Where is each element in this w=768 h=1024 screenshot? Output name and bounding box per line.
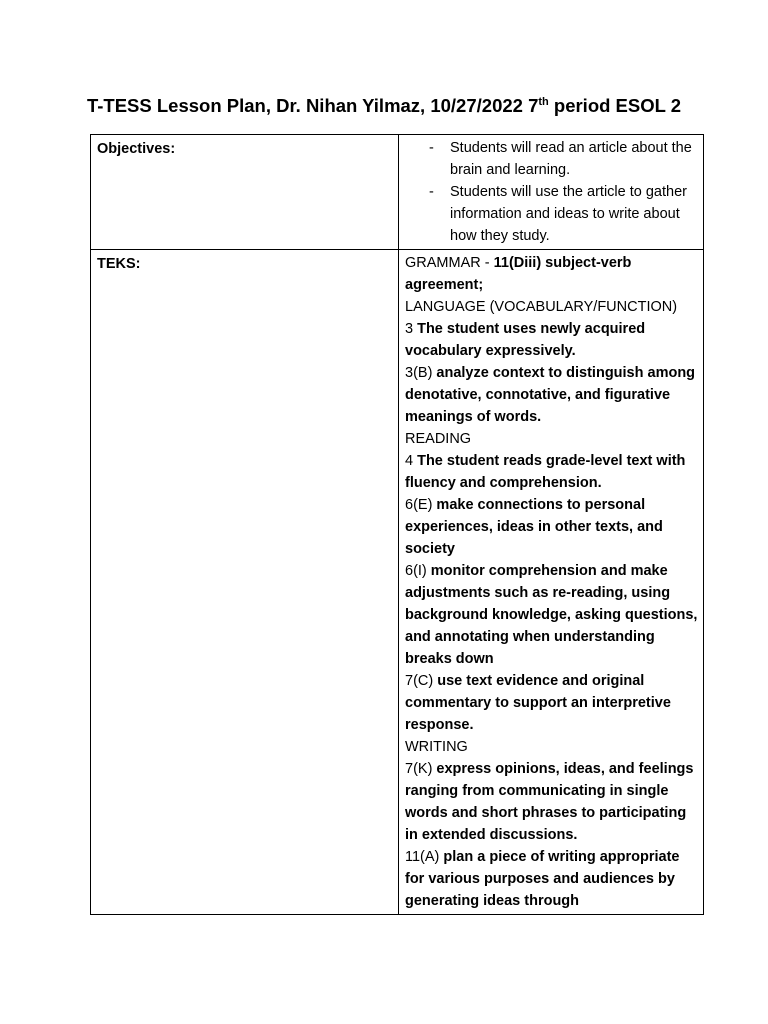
teks-reading-4: 4 The student reads grade-level text with fluency and comprehension. [405, 453, 686, 491]
teks-reading-6e: 6(E) make connections to personal experiences, ideas in other texts, and society [405, 497, 663, 557]
bullet-dash: - [429, 140, 434, 156]
teks-reading-7c: 7(C) use text evidence and original commentary to support an interpretive response. [405, 673, 671, 733]
objectives-row [91, 135, 704, 250]
teks-writing-7k: 7(K) express opinions, ideas, and feelings ranging from communicating in single words and short phrases to participating in extended discussions. [405, 761, 694, 843]
teks-language-heading: LANGUAGE (VOCABULARY/FUNCTION) [405, 299, 678, 315]
title-main: T-TESS Lesson Plan, Dr. Nihan Yilmaz, 10/27/2022 7 [86, 95, 539, 116]
objective-item [429, 137, 699, 181]
objective-item [429, 181, 699, 247]
teks-language-3: 3 The student uses newly acquired vocabulary expressively. [405, 321, 646, 359]
teks-reading-6i: 6(I) monitor comprehension and make adjustments such as re-reading, using background knowledge, asking questions, and annotating when understanding breaks down [405, 563, 698, 667]
objective-text: Students will read an article about the brain and learning. [450, 140, 692, 178]
title-rest: period ESOL 2 [548, 95, 682, 116]
objective-text: Students will use the article to gather information and ideas to write about how they study. [450, 184, 687, 244]
lesson-plan-table [90, 134, 704, 915]
teks-writing-heading: WRITING [405, 739, 468, 755]
teks-row [91, 250, 704, 915]
objectives-content [399, 135, 704, 250]
teks-reading-heading: READING [405, 431, 472, 447]
document-title [0, 93, 768, 119]
objectives-label: Objectives: [91, 135, 399, 250]
bullet-dash: - [429, 184, 434, 200]
title-superscript: th [538, 96, 549, 108]
teks-language-3b: 3(B) analyze context to distinguish among denotative, connotative, and figurative meanings of words. [405, 365, 696, 425]
teks-grammar-11diii: GRAMMAR - 11(Diii) subject-verb agreement; [405, 255, 632, 293]
objectives-list [405, 137, 699, 247]
teks-writing-11a: 11(A) plan a piece of writing appropriate for various purposes and audiences by generating ideas through [405, 849, 680, 909]
teks-label: TEKS: [91, 250, 399, 915]
teks-content [399, 250, 704, 915]
